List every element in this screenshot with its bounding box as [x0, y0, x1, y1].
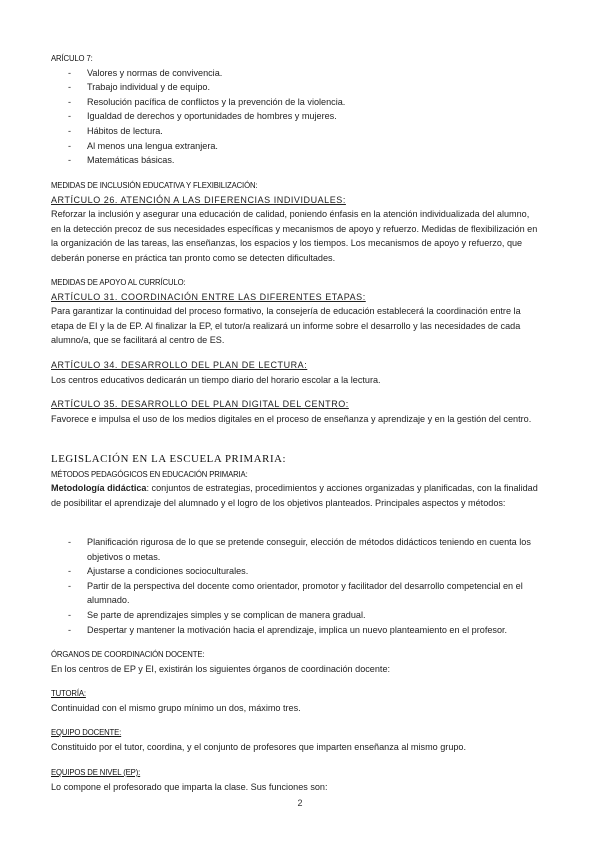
methodology-term: Metodología didáctica — [51, 483, 147, 494]
inclusion-heading: MEDIDAS DE INCLUSIÓN EDUCATIVA Y FLEXIBILIZACIÓN: — [51, 180, 258, 190]
tutoring-heading: TUTORÍA: — [51, 688, 86, 698]
coordination-section — [51, 647, 541, 676]
coordination-text: En los centros de EP y EI, existirán los siguientes órganos de coordinación docente: — [51, 663, 391, 674]
article-7-heading: ARÍCULO 7: — [51, 53, 93, 63]
article-35-title: ARTÍCULO 35. DESARROLLO DEL PLAN DIGITAL DEL CENTRO: — [51, 399, 349, 409]
support-section — [51, 275, 541, 348]
list-item: - Planificación rigurosa de lo que se pretende conseguir, elección de métodos didácticos teniendo en cuenta los objetivos o metas. — [51, 535, 541, 564]
legislation-section — [51, 452, 541, 510]
article-35-section — [51, 397, 541, 426]
list-item: - Resolución pacífica de conflictos y la prevención de la violencia. — [51, 95, 541, 110]
article-31-title: ARTÍCULO 31. COORDINACIÓN ENTRE LAS DIFERENTES ETAPAS: — [51, 291, 366, 302]
teaching-team-heading: EQUIPO DOCENTE: — [51, 727, 122, 737]
list-item: - Se parte de aprendizajes simples y se complican de manera gradual. — [51, 608, 541, 623]
list-item: - Partir de la perspectiva del docente como orientador, promotor y facilitador del desarrollo competencial en el alumnado. — [51, 579, 541, 608]
inclusion-section — [51, 178, 541, 266]
article-34-title: ARTÍCULO 34. DESARROLLO DEL PLAN DE LECTURA: — [51, 360, 308, 370]
list-item: - Trabajo individual y de equipo. — [51, 80, 541, 95]
level-teams-heading: EQUIPOS DE NIVEL (EP): — [51, 767, 141, 777]
teaching-team-text: Constituido por el tutor, coordina, y el conjunto de profesores que imparten enseñanza al mismo grupo. — [51, 741, 467, 752]
article-35-text: Favorece e impulsa el uso de los medios digitales en el proceso de enseñanza y aprendizaje y en la gestión del centro. — [51, 413, 532, 424]
list-item: - Igualdad de derechos y oportunidades de hombres y mujeres. — [51, 109, 541, 124]
support-heading: MEDIDAS DE APOYO AL CURRÍCULO: — [51, 277, 186, 287]
coordination-heading: ÓRGANOS DE COORDINACIÓN DOCENTE: — [51, 649, 205, 659]
list-item: - Matemáticas básicas. — [51, 153, 541, 168]
level-teams-section — [51, 765, 541, 794]
list-item: - Hábitos de lectura. — [51, 124, 541, 139]
methods-list-section — [51, 535, 541, 637]
list-item: - Ajustarse a condiciones socioculturales. — [51, 564, 541, 579]
article-26-title: ARTÍCULO 26. ATENCIÓN A LAS DIFERENCIAS INDIVIDUALES: — [51, 194, 346, 205]
article-31-text: Para garantizar la continuidad del proceso formativo, la consejería de educación establecerá la coordinación entre la etapa de EI y la de EP. Al finalizar la EP, el tutor/a realizará un informe sobre el desarrollo y las necesidades de cada alumno/a, que se facilitará al centro de ES. — [51, 306, 521, 346]
tutoring-text: Continuidad con el mismo grupo mínimo un dos, máximo tres. — [51, 702, 301, 713]
list-item: - Al menos una lengua extranjera. — [51, 139, 541, 154]
methodology-definition: : conjuntos de estrategias, procedimientos y acciones organizadas y planificadas, con la finalidad de posibilitar el aprendizaje del alumnado y el logro de los objetivos planteados. Principales aspectos y métodos: — [51, 483, 538, 508]
methods-list — [51, 535, 541, 637]
tutoring-section — [51, 686, 541, 715]
methodology-paragraph — [51, 481, 541, 510]
list-item: - Despertar y mantener la motivación hacia el aprendizaje, implica un nuevo planteamiento en el profesor. — [51, 623, 541, 638]
legislation-heading: LEGISLACIÓN EN LA ESCUELA PRIMARIA: — [51, 453, 287, 465]
level-teams-text: Lo compone el profesorado que imparta la clase. Sus funciones son: — [51, 781, 328, 792]
teaching-team-section — [51, 725, 541, 754]
article-34-section — [51, 358, 541, 387]
article-7-section — [51, 51, 541, 168]
article-26-text: Reforzar la inclusión y asegurar una educación de calidad, poniendo énfasis en la atención individualizada del alumno, en la detección precoz de sus necesidades específicas y mecanismos de apoyo y refuerzo. Medidas de flexibilización en la organización de las tareas, las enseñanzas, los espacios y los tiempos. Los mecanismos de apoyo y refuerzo, que deberán ponerse en práctica tan pronto como se detecten dificultades. — [51, 209, 538, 263]
list-item: - Valores y normas de convivencia. — [51, 66, 541, 81]
article-7-list — [51, 66, 541, 168]
methods-heading: MÉTODOS PEDAGÓGICOS EN EDUCACIÓN PRIMARIA: — [51, 468, 248, 479]
page-number: 2 — [297, 798, 303, 808]
article-34-text: Los centros educativos dedicarán un tiempo diario del horario escolar a la lectura. — [51, 374, 381, 385]
